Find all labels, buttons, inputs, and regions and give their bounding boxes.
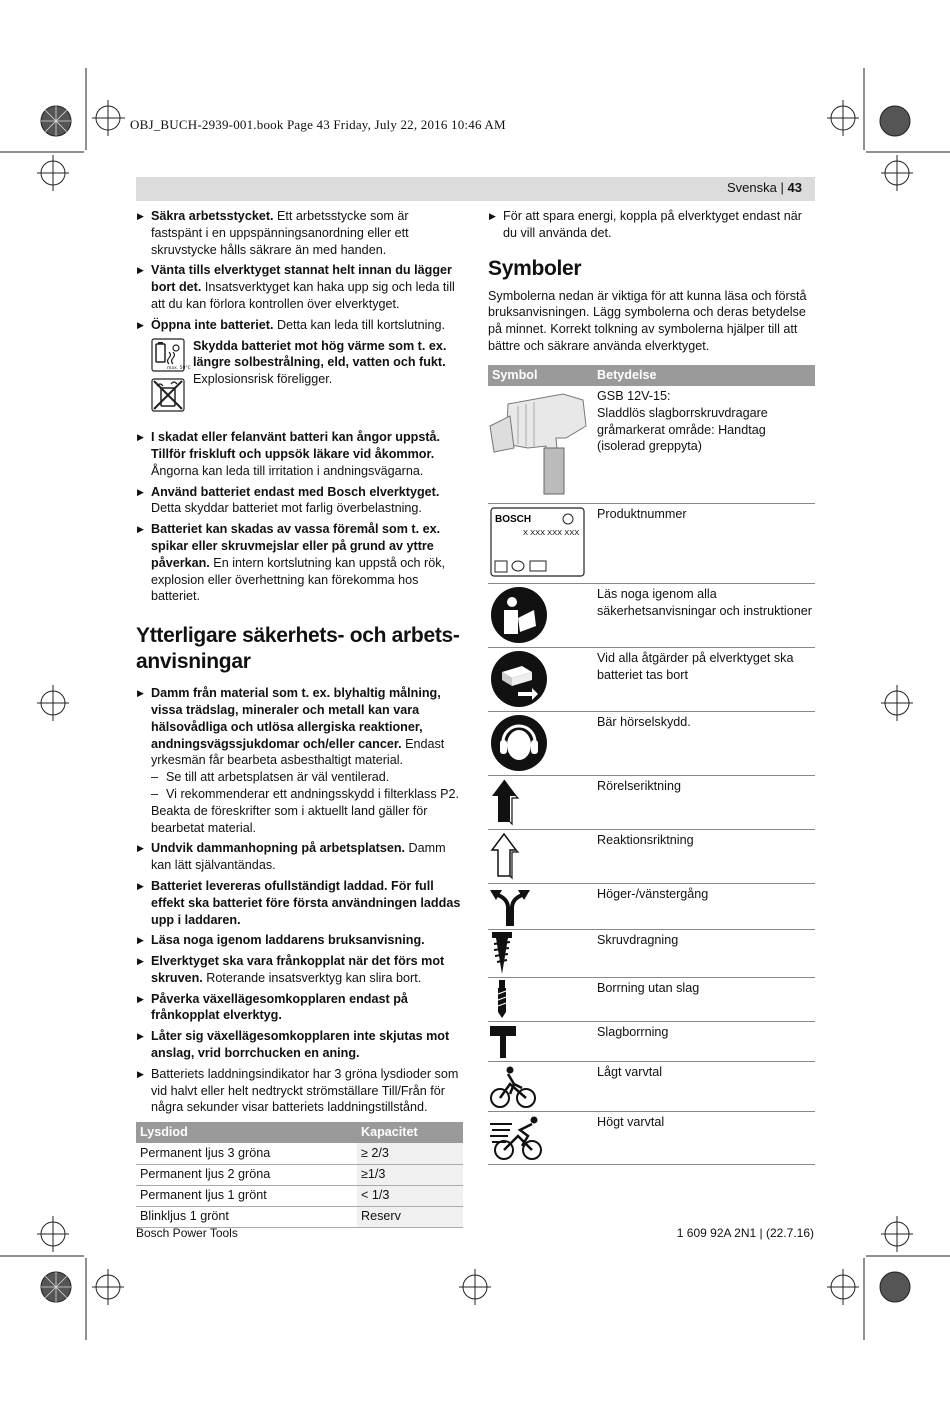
heat-warning-icon bbox=[151, 338, 191, 372]
symbols-paragraph: Symbolerna nedan är viktiga för att kunna läsa och förstå bruksanvisningen. Lägg symbolerna och deras betydelse på minnet. Korrekt tolkning av symbolerna hjälper till att bättre och säkrare använda elverktyget. bbox=[488, 288, 807, 353]
dash-item: – Vi rekommenderar ett andningsskydd i filterklass P2. bbox=[136, 786, 463, 803]
symbols-title: Symboler bbox=[488, 256, 582, 280]
meaning-header: Betydelse bbox=[597, 368, 657, 382]
symbol-header: Symbol bbox=[492, 368, 538, 382]
footer-left: Bosch Power Tools bbox=[136, 1226, 238, 1240]
header-language: Svenska bbox=[727, 180, 777, 195]
right-column-top bbox=[488, 208, 815, 355]
list-item: ▶ I skadat eller felanvänt batteri kan ångor uppstå. Tillför friskluft och uppsök läkare vid åkommor. Ångorna kan leda till irritation i andningsvägarna. bbox=[136, 429, 463, 479]
symbol-row: Slagborrning bbox=[488, 1022, 815, 1062]
battery-warning-text: Skydda batteriet mot hög värme som t. ex. längre solbestrålning, eld, vatten och fukt. Explosionsrisk föreligger. bbox=[193, 338, 447, 387]
list-item: ▶ Batteriets laddningsindikator har 3 gröna lysdioder som vid halvt eller helt nedtryckt strömställare Till/Från för några sekunder visar batteriets laddningstillstånd. bbox=[136, 1066, 463, 1116]
list-item: ▶ Säkra arbetsstycket. Ett arbetsstycke som är fastspänt i en uppspänningsanordning eller ett skruvstycke hålls säkrare än med handen. bbox=[136, 208, 463, 258]
table-row: Permanent ljus 3 gröna ≥ 2/3 bbox=[136, 1143, 463, 1164]
symbol-row: Borrning utan slag bbox=[488, 978, 815, 1022]
table-row: Permanent ljus 1 grönt < 1/3 bbox=[136, 1185, 463, 1206]
list-item: ▶ Låter sig växellägesomkopplaren inte skjutas mot anslag, vrid borrchucken en aning. bbox=[136, 1028, 463, 1062]
movement-direction-icon bbox=[488, 776, 528, 828]
tool-note: gråmarkerat område: Handtag (isolerad greppyta) bbox=[597, 422, 766, 454]
list-item: ▶ För att spara energi, koppla på elverktyget endast när du vill använda det. bbox=[488, 208, 815, 242]
dash-item: – Se till att arbetsplatsen är väl ventilerad. bbox=[136, 769, 463, 786]
drilling-icon bbox=[488, 978, 518, 1020]
table-row: Blinkljus 1 grönt Reserv bbox=[136, 1206, 463, 1227]
high-speed-icon bbox=[488, 1112, 548, 1162]
list-item: ▶ Damm från material som t. ex. blyhaltig målning, vissa trädslag, mineraler och metall kan vara hälsovådliga och utlösa allergiska reaktioner, andningsvägssjukdomar och/eller cancer. Endast yrkesmän får bearbeta asbesthaltigt material. bbox=[136, 685, 463, 769]
symbol-row: Högt varvtal bbox=[488, 1112, 815, 1165]
list-item: ▶ Använd batteriet endast med Bosch elverktyget. Detta skyddar batteriet mot farlig överbelastning. bbox=[136, 484, 463, 518]
nameplate-brand: BOSCH bbox=[495, 514, 532, 525]
symbol-row: Lågt varvtal bbox=[488, 1062, 815, 1112]
reaction-direction-icon bbox=[488, 830, 528, 882]
header-separator: | bbox=[780, 180, 784, 195]
symbol-table-header bbox=[488, 365, 815, 386]
symbol-row-tool bbox=[488, 386, 815, 504]
tool-model: GSB 12V-15: bbox=[597, 389, 671, 403]
table-row: Permanent ljus 2 gröna ≥1/3 bbox=[136, 1164, 463, 1185]
drill-icon bbox=[488, 386, 593, 501]
book-info-line: OBJ_BUCH-2939-001.book Page 43 Friday, July 22, 2016 10:46 AM bbox=[130, 117, 506, 132]
dust-note: Beakta de föreskrifter som i aktuellt land gäller för bearbetat material. bbox=[151, 803, 428, 835]
left-column bbox=[136, 208, 463, 1228]
hammer-drilling-icon bbox=[488, 1022, 518, 1060]
led-header-lysdiod: Lysdiod bbox=[136, 1122, 357, 1143]
nameplate-icon bbox=[488, 504, 584, 578]
forward-reverse-icon bbox=[488, 884, 532, 928]
header-page-number: 43 bbox=[787, 180, 802, 195]
list-item: ▶ Batteriet kan skadas av vassa föremål som t. ex. spikar eller skruvmejslar eller på grund av yttre påverkan. En intern kortslutning kan uppstå och rök, explosion eller överhettning kan förekomma hos batteriet. bbox=[136, 521, 463, 605]
symbol-row: Läs noga igenom alla säkerhetsanvisningar och instruktioner bbox=[488, 584, 815, 648]
led-table bbox=[136, 1122, 463, 1228]
list-item: ▶ Påverka växellägesomkopplaren endast på frånkopplat elverktyg. bbox=[136, 991, 463, 1025]
page-header bbox=[727, 180, 802, 197]
header-bar bbox=[136, 177, 815, 201]
battery-warning bbox=[151, 338, 463, 418]
section-title: Ytterligare säkerhets- och arbets- anvisningar bbox=[136, 624, 460, 674]
symbol-row: Rörelseriktning bbox=[488, 776, 815, 830]
list-item: ▶ Vänta tills elverktyget stannat helt innan du lägger bort det. Insatsverktyget kan haka upp sig och leda till att du kan förlora kontrollen över elverktyget. bbox=[136, 262, 463, 312]
symbol-row: Reaktionsriktning bbox=[488, 830, 815, 884]
heat-icon-label: max. 50°C bbox=[167, 365, 191, 371]
symbol-row: Bär hörselskydd. bbox=[488, 712, 815, 776]
symbol-row: BOSCH X XXX XXX XXX Produktnummer bbox=[488, 504, 815, 584]
symbol-row: Skruvdragning bbox=[488, 930, 815, 978]
low-speed-icon bbox=[488, 1062, 538, 1110]
symbol-row: Vid alla åtgärder på elverktyget ska batteriet tas bort bbox=[488, 648, 815, 712]
nameplate-number: X XXX XXX XXX bbox=[523, 528, 580, 537]
list-item: ▶ Undvik dammanhopning på arbetsplatsen. Damm kan lätt självantändas. bbox=[136, 840, 463, 874]
hearing-protection-icon bbox=[488, 712, 550, 774]
led-header-kapacitet: Kapacitet bbox=[357, 1122, 463, 1143]
remove-battery-icon bbox=[488, 648, 550, 710]
list-item: ▶ Läsa noga igenom laddarens bruksanvisning. bbox=[136, 932, 463, 949]
list-item: ▶ Batteriet levereras ofullständigt laddad. För full effekt ska batteriet före första användningen laddas upp i laddaren. bbox=[136, 878, 463, 928]
list-item: ▶ Elverktyget ska vara frånkopplat när det förs mot skruven. Roterande insatsverktyg kan slira bort. bbox=[136, 953, 463, 987]
screwdriving-icon bbox=[488, 930, 518, 976]
tool-description: Sladdlös slagborrskruvdragare bbox=[597, 405, 768, 420]
no-water-icon bbox=[151, 378, 185, 412]
read-manual-icon bbox=[488, 584, 550, 646]
list-item: ▶ Öppna inte batteriet. Detta kan leda till kortslutning. bbox=[136, 317, 463, 334]
footer-right: 1 609 92A 2N1 | (22.7.16) bbox=[676, 1226, 814, 1240]
symbol-row: Höger-/vänstergång bbox=[488, 884, 815, 930]
